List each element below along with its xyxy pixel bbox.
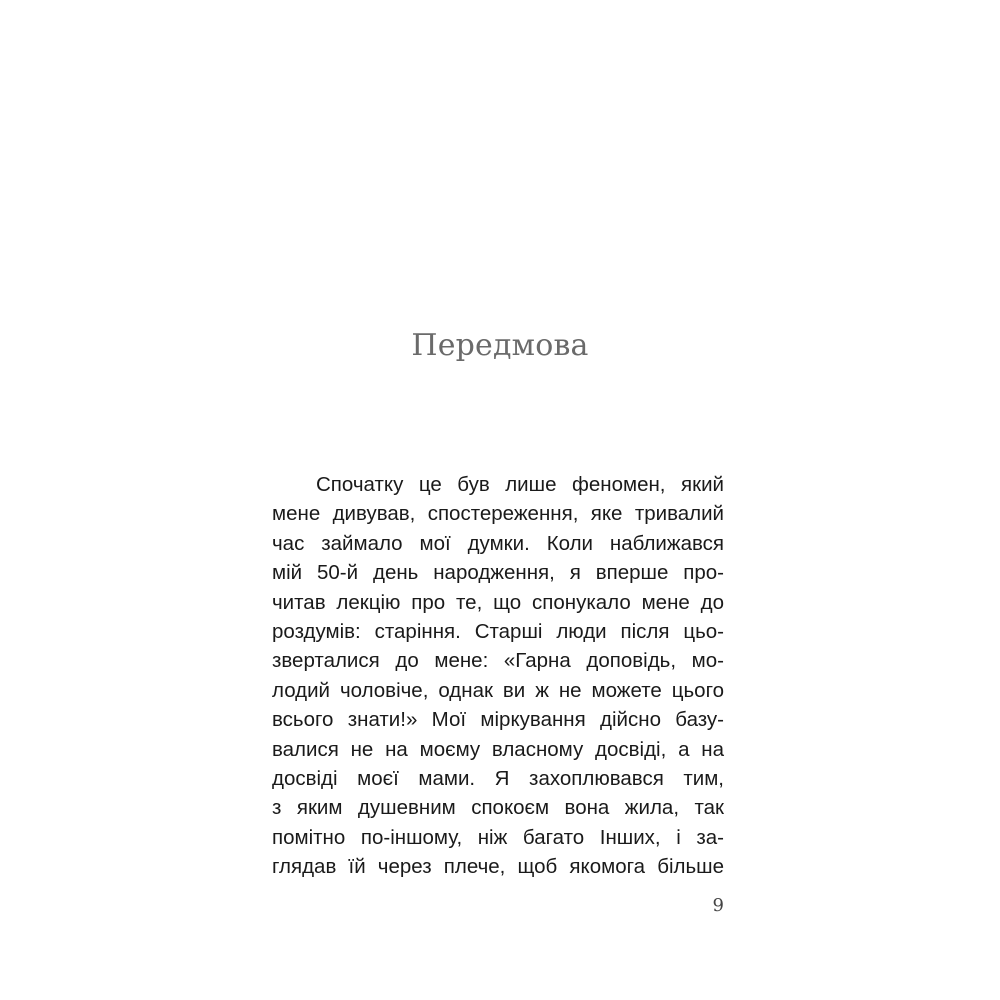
text-line: мій 50-й день народження, я вперше про-	[272, 561, 724, 585]
text-line: мене дивував, спостереження, яке тривалий	[272, 502, 724, 526]
text-line: лодий чоловіче, однак ви ж не можете цього	[272, 678, 724, 702]
text-line: валися не на моєму власному досвіді, а на	[272, 737, 724, 761]
text-line: зверталися до мене: «Гарна доповідь, мо-	[272, 649, 724, 673]
text-line: роздумів: старіння. Старші люди після цьо-	[272, 619, 724, 643]
text-line: глядав їй через плече, щоб якомога більше	[272, 855, 724, 879]
text-line: всього знати!» Мої міркування дійсно базу-	[272, 708, 724, 732]
text-line: читав лекцію про те, що спонукало мене до	[272, 590, 724, 614]
text-line: час займало мої думки. Коли наближався	[272, 531, 724, 555]
text-line: досвіді моєї мами. Я захоплювався тим,	[272, 766, 724, 790]
chapter-title: Передмова	[411, 328, 589, 363]
text-line: з яким душевним спокоєм вона жила, так	[272, 796, 724, 820]
text-line: помітно по-іншому, ніж багато Інших, і за-	[272, 825, 724, 849]
page-number: 9	[712, 895, 724, 916]
text-line: Спочатку це був лише феномен, який	[316, 473, 724, 496]
body-paragraph	[272, 470, 724, 881]
